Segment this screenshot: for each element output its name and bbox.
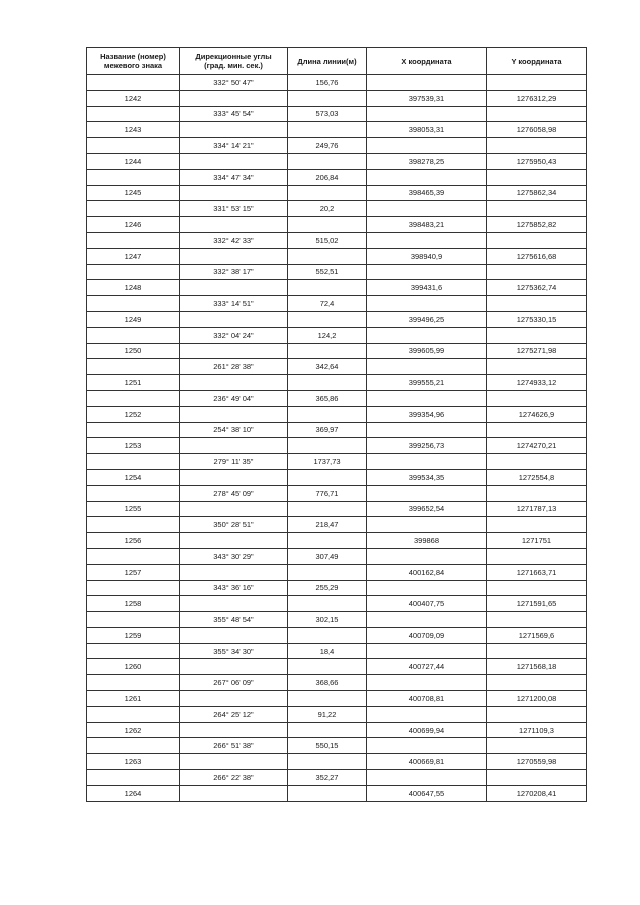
cell-direction-angle: 334° 47' 34": [180, 169, 288, 185]
cell-y-coordinate: 1271591,65: [487, 596, 587, 612]
cell-direction-angle: [180, 785, 288, 801]
cell-line-length: [288, 406, 367, 422]
cell-marker-name: 1247: [87, 248, 180, 264]
cell-marker-name: [87, 675, 180, 691]
cell-line-length: [288, 533, 367, 549]
table-row: [87, 327, 587, 343]
cell-line-length: 124,2: [288, 327, 367, 343]
cell-direction-angle: 331° 53' 15": [180, 201, 288, 217]
cell-marker-name: 1264: [87, 785, 180, 801]
cell-line-length: [288, 438, 367, 454]
cell-line-length: 352,27: [288, 770, 367, 786]
cell-x-coordinate: 400669,81: [367, 754, 487, 770]
cell-direction-angle: [180, 627, 288, 643]
table-row: [87, 533, 587, 549]
cell-line-length: [288, 217, 367, 233]
table-row: [87, 75, 587, 91]
cell-x-coordinate: [367, 548, 487, 564]
cell-marker-name: [87, 359, 180, 375]
cell-x-coordinate: 398053,31: [367, 122, 487, 138]
cell-marker-name: [87, 201, 180, 217]
cell-y-coordinate: [487, 643, 587, 659]
table-row: [87, 311, 587, 327]
cell-marker-name: [87, 138, 180, 154]
cell-x-coordinate: 400709,09: [367, 627, 487, 643]
table-row: [87, 390, 587, 406]
cell-line-length: 72,4: [288, 296, 367, 312]
cell-x-coordinate: [367, 422, 487, 438]
cell-marker-name: 1246: [87, 217, 180, 233]
cell-x-coordinate: 399555,21: [367, 375, 487, 391]
header-y: Y координата: [487, 48, 587, 75]
table-row: [87, 675, 587, 691]
cell-marker-name: 1253: [87, 438, 180, 454]
cell-y-coordinate: [487, 390, 587, 406]
table-row: [87, 722, 587, 738]
cell-y-coordinate: 1274933,12: [487, 375, 587, 391]
cell-line-length: [288, 754, 367, 770]
cell-x-coordinate: 400407,75: [367, 596, 487, 612]
cell-x-coordinate: 399354,96: [367, 406, 487, 422]
cell-line-length: 91,22: [288, 706, 367, 722]
cell-direction-angle: [180, 469, 288, 485]
table-row: [87, 264, 587, 280]
cell-x-coordinate: 397539,31: [367, 90, 487, 106]
cell-line-length: [288, 311, 367, 327]
cell-y-coordinate: [487, 580, 587, 596]
cell-line-length: 249,76: [288, 138, 367, 154]
cell-marker-name: [87, 738, 180, 754]
cell-marker-name: 1261: [87, 691, 180, 707]
table-row: [87, 501, 587, 517]
cell-x-coordinate: [367, 517, 487, 533]
table-row: [87, 627, 587, 643]
header-angles-line-2: (град. мин. сек.): [204, 61, 263, 70]
cell-direction-angle: 236° 49' 04": [180, 390, 288, 406]
cell-x-coordinate: [367, 296, 487, 312]
cell-line-length: 156,76: [288, 75, 367, 91]
cell-direction-angle: [180, 533, 288, 549]
cell-y-coordinate: [487, 485, 587, 501]
cell-y-coordinate: 1271787,13: [487, 501, 587, 517]
cell-line-length: [288, 785, 367, 801]
cell-direction-angle: 355° 34' 30": [180, 643, 288, 659]
cell-line-length: [288, 90, 367, 106]
cell-y-coordinate: 1274270,21: [487, 438, 587, 454]
cell-line-length: 18,4: [288, 643, 367, 659]
cell-x-coordinate: [367, 485, 487, 501]
cell-marker-name: 1257: [87, 564, 180, 580]
table-row: [87, 785, 587, 801]
table-row: [87, 596, 587, 612]
cell-marker-name: 1245: [87, 185, 180, 201]
cell-y-coordinate: [487, 106, 587, 122]
cell-x-coordinate: [367, 201, 487, 217]
cell-line-length: 365,86: [288, 390, 367, 406]
cell-line-length: [288, 627, 367, 643]
table-row: [87, 201, 587, 217]
table-body: [87, 75, 587, 802]
boundary-coordinates-table: [86, 47, 587, 802]
cell-marker-name: [87, 580, 180, 596]
cell-line-length: 368,66: [288, 675, 367, 691]
cell-line-length: [288, 248, 367, 264]
cell-line-length: [288, 659, 367, 675]
cell-x-coordinate: 400727,44: [367, 659, 487, 675]
cell-marker-name: [87, 327, 180, 343]
cell-line-length: [288, 596, 367, 612]
cell-y-coordinate: [487, 738, 587, 754]
cell-y-coordinate: 1271663,71: [487, 564, 587, 580]
cell-direction-angle: 278° 45' 09": [180, 485, 288, 501]
cell-direction-angle: [180, 406, 288, 422]
cell-direction-angle: 254° 38' 10": [180, 422, 288, 438]
cell-x-coordinate: 399256,73: [367, 438, 487, 454]
cell-direction-angle: 266° 22' 38": [180, 770, 288, 786]
cell-direction-angle: 332° 50' 47": [180, 75, 288, 91]
cell-marker-name: 1251: [87, 375, 180, 391]
cell-y-coordinate: 1270208,41: [487, 785, 587, 801]
cell-x-coordinate: [367, 327, 487, 343]
cell-y-coordinate: 1275852,82: [487, 217, 587, 233]
header-name: [87, 48, 180, 75]
cell-x-coordinate: 398465,39: [367, 185, 487, 201]
cell-direction-angle: [180, 122, 288, 138]
table-row: [87, 217, 587, 233]
cell-marker-name: [87, 706, 180, 722]
cell-y-coordinate: 1274626,9: [487, 406, 587, 422]
cell-direction-angle: 266° 51' 38": [180, 738, 288, 754]
cell-y-coordinate: 1275330,15: [487, 311, 587, 327]
cell-x-coordinate: [367, 706, 487, 722]
cell-y-coordinate: [487, 770, 587, 786]
cell-direction-angle: [180, 90, 288, 106]
cell-line-length: [288, 501, 367, 517]
cell-direction-angle: [180, 691, 288, 707]
cell-line-length: [288, 343, 367, 359]
cell-marker-name: [87, 612, 180, 628]
cell-direction-angle: 343° 30' 29": [180, 548, 288, 564]
cell-y-coordinate: 1276058,98: [487, 122, 587, 138]
cell-direction-angle: [180, 217, 288, 233]
cell-marker-name: [87, 770, 180, 786]
table-row: [87, 422, 587, 438]
cell-direction-angle: 332° 38' 17": [180, 264, 288, 280]
cell-x-coordinate: 399652,54: [367, 501, 487, 517]
table-row: [87, 691, 587, 707]
cell-marker-name: [87, 454, 180, 470]
table-row: [87, 612, 587, 628]
cell-marker-name: [87, 296, 180, 312]
table-row: [87, 548, 587, 564]
cell-x-coordinate: 399534,35: [367, 469, 487, 485]
cell-y-coordinate: 1271109,3: [487, 722, 587, 738]
table-row: [87, 406, 587, 422]
cell-direction-angle: [180, 754, 288, 770]
cell-line-length: [288, 185, 367, 201]
cell-direction-angle: 332° 42' 33": [180, 232, 288, 248]
cell-y-coordinate: [487, 327, 587, 343]
table-row: [87, 122, 587, 138]
cell-direction-angle: 333° 45' 54": [180, 106, 288, 122]
cell-x-coordinate: [367, 770, 487, 786]
cell-x-coordinate: 399605,99: [367, 343, 487, 359]
cell-direction-angle: [180, 343, 288, 359]
table-row: [87, 90, 587, 106]
cell-x-coordinate: 399868: [367, 533, 487, 549]
cell-direction-angle: 333° 14' 51": [180, 296, 288, 312]
header-name-line-1: Название (номер): [100, 52, 166, 61]
cell-direction-angle: [180, 564, 288, 580]
cell-marker-name: 1242: [87, 90, 180, 106]
cell-marker-name: [87, 422, 180, 438]
cell-x-coordinate: [367, 738, 487, 754]
table-row: [87, 375, 587, 391]
cell-line-length: 342,64: [288, 359, 367, 375]
table-row: [87, 564, 587, 580]
cell-marker-name: [87, 643, 180, 659]
cell-x-coordinate: 400699,94: [367, 722, 487, 738]
cell-y-coordinate: [487, 359, 587, 375]
table-row: [87, 517, 587, 533]
header-angles: [180, 48, 288, 75]
cell-direction-angle: [180, 375, 288, 391]
cell-line-length: 20,2: [288, 201, 367, 217]
cell-marker-name: [87, 517, 180, 533]
cell-y-coordinate: [487, 138, 587, 154]
cell-direction-angle: 261° 28' 38": [180, 359, 288, 375]
table-row: [87, 770, 587, 786]
cell-line-length: 776,71: [288, 485, 367, 501]
cell-marker-name: 1243: [87, 122, 180, 138]
cell-line-length: [288, 469, 367, 485]
cell-x-coordinate: [367, 643, 487, 659]
cell-direction-angle: 279° 11' 35": [180, 454, 288, 470]
header-name-line-2: межевого знака: [103, 61, 163, 70]
cell-y-coordinate: 1271569,6: [487, 627, 587, 643]
cell-marker-name: [87, 75, 180, 91]
cell-x-coordinate: [367, 138, 487, 154]
cell-line-length: [288, 153, 367, 169]
header-angles-line-1: Дирекционные углы: [195, 52, 272, 61]
table-row: [87, 659, 587, 675]
cell-y-coordinate: 1276312,29: [487, 90, 587, 106]
cell-line-length: [288, 564, 367, 580]
cell-marker-name: [87, 264, 180, 280]
table-row: [87, 106, 587, 122]
cell-marker-name: 1250: [87, 343, 180, 359]
table-row: [87, 469, 587, 485]
cell-line-length: 1737,73: [288, 454, 367, 470]
table-row: [87, 153, 587, 169]
cell-direction-angle: [180, 659, 288, 675]
cell-y-coordinate: 1270559,98: [487, 754, 587, 770]
cell-y-coordinate: 1271751: [487, 533, 587, 549]
cell-x-coordinate: [367, 169, 487, 185]
cell-marker-name: 1263: [87, 754, 180, 770]
cell-x-coordinate: 400647,55: [367, 785, 487, 801]
cell-line-length: [288, 722, 367, 738]
cell-y-coordinate: [487, 422, 587, 438]
cell-x-coordinate: [367, 454, 487, 470]
cell-y-coordinate: [487, 548, 587, 564]
cell-direction-angle: [180, 438, 288, 454]
cell-y-coordinate: 1271568,18: [487, 659, 587, 675]
cell-marker-name: [87, 548, 180, 564]
cell-line-length: 206,84: [288, 169, 367, 185]
header-length: Длина линии(м): [288, 48, 367, 75]
cell-direction-angle: 334° 14' 21": [180, 138, 288, 154]
cell-marker-name: [87, 169, 180, 185]
cell-y-coordinate: [487, 612, 587, 628]
cell-line-length: 550,15: [288, 738, 367, 754]
cell-y-coordinate: [487, 264, 587, 280]
cell-x-coordinate: [367, 390, 487, 406]
cell-x-coordinate: [367, 232, 487, 248]
cell-x-coordinate: 398278,25: [367, 153, 487, 169]
header-x: X координата: [367, 48, 487, 75]
table-row: [87, 138, 587, 154]
cell-marker-name: [87, 106, 180, 122]
table-row: [87, 359, 587, 375]
cell-x-coordinate: 399431,6: [367, 280, 487, 296]
cell-x-coordinate: [367, 612, 487, 628]
cell-y-coordinate: [487, 75, 587, 91]
table-row: [87, 580, 587, 596]
table-row: [87, 438, 587, 454]
cell-x-coordinate: 400708,81: [367, 691, 487, 707]
cell-marker-name: 1260: [87, 659, 180, 675]
cell-line-length: 302,15: [288, 612, 367, 628]
cell-direction-angle: [180, 311, 288, 327]
cell-x-coordinate: 400162,84: [367, 564, 487, 580]
cell-y-coordinate: [487, 706, 587, 722]
cell-marker-name: 1249: [87, 311, 180, 327]
cell-y-coordinate: [487, 517, 587, 533]
cell-x-coordinate: [367, 359, 487, 375]
cell-marker-name: [87, 390, 180, 406]
cell-line-length: 218,47: [288, 517, 367, 533]
cell-line-length: [288, 691, 367, 707]
cell-x-coordinate: [367, 264, 487, 280]
table-row: [87, 643, 587, 659]
cell-y-coordinate: [487, 201, 587, 217]
cell-y-coordinate: 1275271,98: [487, 343, 587, 359]
cell-line-length: 307,49: [288, 548, 367, 564]
cell-x-coordinate: 398483,21: [367, 217, 487, 233]
cell-marker-name: 1248: [87, 280, 180, 296]
cell-direction-angle: [180, 248, 288, 264]
cell-direction-angle: [180, 596, 288, 612]
table-row: [87, 454, 587, 470]
cell-direction-angle: [180, 722, 288, 738]
table-row: [87, 296, 587, 312]
table-row: [87, 754, 587, 770]
cell-line-length: [288, 122, 367, 138]
cell-direction-angle: [180, 185, 288, 201]
cell-marker-name: 1256: [87, 533, 180, 549]
cell-x-coordinate: [367, 675, 487, 691]
cell-x-coordinate: 399496,25: [367, 311, 487, 327]
cell-y-coordinate: [487, 232, 587, 248]
cell-line-length: 369,97: [288, 422, 367, 438]
cell-marker-name: 1244: [87, 153, 180, 169]
table-row: [87, 485, 587, 501]
cell-marker-name: 1258: [87, 596, 180, 612]
cell-y-coordinate: [487, 675, 587, 691]
table-row: [87, 738, 587, 754]
cell-line-length: 552,51: [288, 264, 367, 280]
cell-marker-name: 1262: [87, 722, 180, 738]
table-row: [87, 343, 587, 359]
cell-y-coordinate: 1275862,34: [487, 185, 587, 201]
cell-line-length: 255,29: [288, 580, 367, 596]
table-row: [87, 232, 587, 248]
table-row: [87, 280, 587, 296]
cell-direction-angle: 267° 06' 09": [180, 675, 288, 691]
cell-marker-name: 1252: [87, 406, 180, 422]
cell-y-coordinate: 1275362,74: [487, 280, 587, 296]
table-row: [87, 185, 587, 201]
cell-y-coordinate: 1275950,43: [487, 153, 587, 169]
cell-direction-angle: 355° 48' 54": [180, 612, 288, 628]
cell-direction-angle: [180, 280, 288, 296]
table-row: [87, 706, 587, 722]
cell-marker-name: 1255: [87, 501, 180, 517]
cell-marker-name: [87, 232, 180, 248]
cell-direction-angle: [180, 501, 288, 517]
cell-direction-angle: [180, 153, 288, 169]
cell-line-length: [288, 280, 367, 296]
cell-line-length: [288, 375, 367, 391]
cell-x-coordinate: 398940,9: [367, 248, 487, 264]
cell-marker-name: [87, 485, 180, 501]
cell-y-coordinate: 1275616,68: [487, 248, 587, 264]
cell-y-coordinate: [487, 296, 587, 312]
table-row: [87, 169, 587, 185]
cell-y-coordinate: 1271200,08: [487, 691, 587, 707]
cell-direction-angle: 264° 25' 12": [180, 706, 288, 722]
cell-marker-name: 1259: [87, 627, 180, 643]
cell-line-length: 515,02: [288, 232, 367, 248]
cell-x-coordinate: [367, 580, 487, 596]
cell-y-coordinate: [487, 454, 587, 470]
cell-y-coordinate: [487, 169, 587, 185]
cell-marker-name: 1254: [87, 469, 180, 485]
table-header-row: [87, 48, 587, 75]
cell-direction-angle: 332° 04' 24": [180, 327, 288, 343]
table-row: [87, 248, 587, 264]
cell-line-length: 573,03: [288, 106, 367, 122]
cell-x-coordinate: [367, 75, 487, 91]
cell-y-coordinate: 1272554,8: [487, 469, 587, 485]
cell-x-coordinate: [367, 106, 487, 122]
cell-direction-angle: 343° 36' 16": [180, 580, 288, 596]
cell-direction-angle: 350° 28' 51": [180, 517, 288, 533]
